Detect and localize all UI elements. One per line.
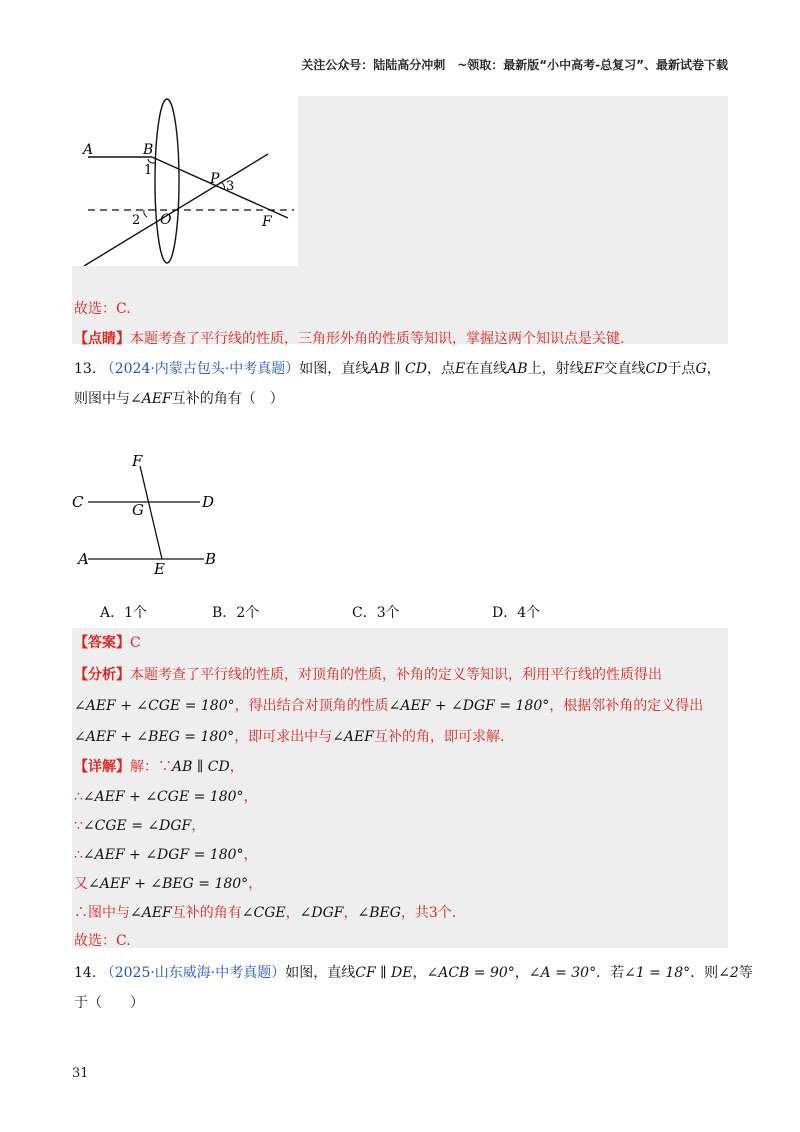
q13-text: 如图，直线	[299, 361, 370, 377]
q13-text: 于点	[667, 361, 696, 377]
q13-number: 13.	[74, 361, 97, 377]
detail-math: ∠BEG	[357, 905, 401, 921]
detail-text: ，	[191, 818, 206, 834]
detail-text: 互补的角有	[171, 905, 242, 921]
detail-text: ，共3个.	[400, 905, 457, 921]
analysis-tag: 【分析】	[74, 667, 130, 683]
q14-math: ∠ACB = 90°	[426, 965, 515, 981]
label-B: B	[205, 550, 217, 568]
q13-text: 则图中与	[74, 391, 130, 407]
detail-step3	[74, 844, 258, 864]
detail-text: ，	[343, 905, 358, 921]
analysis-math: ∠AEF + ∠DGF = 180°	[388, 698, 550, 714]
label-A: A	[83, 142, 94, 158]
q14-math: ∠1 = 18°	[624, 965, 691, 981]
detail-text: ∵	[74, 818, 83, 834]
lens-ellipse	[155, 99, 179, 263]
detail-text: ，	[285, 905, 300, 921]
detail-text: 解：∵	[130, 759, 172, 775]
analysis-text: ，得出结合对顶角的性质	[234, 698, 389, 714]
analysis-text: 互补的角，即可求解.	[373, 729, 505, 745]
q13-text: 互补的角有（ ）	[171, 391, 284, 407]
q12-answer: 故选：C.	[74, 301, 131, 317]
detail-text: ∴	[74, 789, 83, 805]
q14-text: ．若	[596, 965, 625, 981]
analysis-text: ，根据邻补角的定义得出	[549, 698, 704, 714]
detail-math: ∠CGE = ∠DGF	[82, 818, 192, 834]
line-bf	[152, 157, 288, 218]
page-header: 关注公众号：陆陆高分冲刺 ~领取：最新版“小中高考-总复习”、最新试卷下载	[301, 58, 728, 72]
q13-text: ，点	[426, 361, 455, 377]
q12-point	[74, 328, 624, 348]
q14-source: （2025·山东威海·中考真题）	[100, 965, 286, 981]
label-F: F	[262, 214, 272, 230]
label-G: G	[132, 501, 144, 519]
q14-stem-line2: 于（ ）	[74, 995, 144, 1011]
detail-step4	[74, 873, 262, 893]
analysis-line1	[74, 664, 662, 684]
point-text: 本题考查了平行线的性质，三角形外角的性质等知识，掌握这两个知识点是关键.	[130, 331, 625, 347]
label-B: B	[143, 142, 154, 158]
q14-text: ．则	[690, 965, 719, 981]
answer-value: C	[130, 635, 141, 651]
q13-math: E	[454, 361, 466, 377]
detail-text: ，	[243, 847, 258, 863]
answer-line	[74, 632, 141, 652]
analysis-line2	[74, 695, 703, 715]
q13-math: AB ∥ CD	[369, 361, 427, 377]
detail-text: ，	[229, 759, 244, 775]
q14-text: 等	[738, 965, 753, 981]
detail-math: ∠CGE	[241, 905, 286, 921]
label-1: 1	[144, 163, 153, 178]
label-C: C	[72, 493, 84, 511]
label-3: 3	[226, 179, 235, 194]
option-b[interactable]: B．2个	[212, 605, 260, 621]
figure-parallel-lines	[72, 448, 232, 580]
q14-text: ，	[514, 965, 529, 981]
figure-lens-svg	[72, 96, 298, 266]
detail-text: ，	[243, 789, 258, 805]
page-number: 31	[72, 1066, 89, 1081]
detail-step5	[74, 902, 456, 922]
detail-tag: 【详解】	[74, 759, 130, 775]
analysis-text: ，即可求出中与	[234, 729, 333, 745]
label-F: F	[132, 452, 143, 470]
q13-text: 交直线	[603, 361, 646, 377]
detail-text: 又	[74, 876, 88, 892]
detail-step1	[74, 786, 258, 806]
label-D: D	[202, 493, 215, 511]
detail-line1	[74, 756, 244, 776]
analysis-math: ∠AEF + ∠BEG = 180°	[74, 729, 235, 745]
label-2: 2	[132, 213, 141, 228]
detail-text: ∴图中与	[74, 905, 130, 921]
option-a[interactable]: A．1个	[100, 605, 148, 621]
analysis-line3	[74, 726, 504, 746]
detail-math: ∠AEF	[130, 905, 172, 921]
q13-text: 在直线	[465, 361, 508, 377]
detail-text: ，	[248, 876, 263, 892]
label-E: E	[154, 560, 165, 578]
q13-text: 上，射线	[527, 361, 584, 377]
option-d[interactable]: D．4个	[492, 605, 541, 621]
q13-final-answer: 故选：C.	[74, 933, 131, 949]
q14-math: CF ∥ DE	[355, 965, 413, 981]
detail-math: ∠DGF	[299, 905, 344, 921]
option-c[interactable]: C．3个	[352, 605, 400, 621]
detail-math: ∠AEF + ∠BEG = 180°	[88, 876, 249, 892]
detail-math: ∠AEF + ∠DGF = 180°	[82, 847, 244, 863]
q14-text: 如图，直线	[285, 965, 356, 981]
q13-math: G	[695, 361, 707, 377]
q13-stem-line2	[74, 388, 284, 408]
answer-tag: 【答案】	[74, 635, 130, 651]
detail-math: ∠AEF + ∠CGE = 180°	[82, 789, 244, 805]
label-O: O	[160, 212, 172, 228]
figure-lens-diagram	[72, 96, 298, 266]
q14-math: ∠A = 30°	[528, 965, 597, 981]
q13-math: ∠AEF	[130, 391, 172, 407]
detail-step2	[74, 815, 205, 835]
detail-text: ∴	[74, 847, 83, 863]
q13-math: AB	[507, 361, 528, 377]
q14-math: ∠2	[718, 965, 739, 981]
q14-number: 14.	[74, 965, 97, 981]
analysis-math: ∠AEF	[332, 729, 374, 745]
label-A: A	[78, 550, 89, 568]
q13-stem-line1	[74, 358, 721, 378]
q13-source: （2024·内蒙古包头·中考真题）	[100, 361, 300, 377]
label-P: P	[210, 171, 220, 187]
figure-parallel-svg	[72, 448, 232, 580]
q13-math: CD	[645, 361, 668, 377]
analysis-text: 本题考查了平行线的性质，对顶角的性质，补角的定义等知识，利用平行线的性质得出	[130, 667, 662, 683]
q13-text: ，	[706, 361, 721, 377]
angle-mark-2	[144, 210, 147, 217]
q13-math: EF	[583, 361, 604, 377]
q14-text: ，	[412, 965, 427, 981]
detail-math: AB ∥ CD	[172, 759, 230, 775]
analysis-math: ∠AEF + ∠CGE = 180°	[74, 698, 235, 714]
q14-stem-line1	[74, 962, 753, 982]
point-tag: 【点睛】	[74, 331, 130, 347]
